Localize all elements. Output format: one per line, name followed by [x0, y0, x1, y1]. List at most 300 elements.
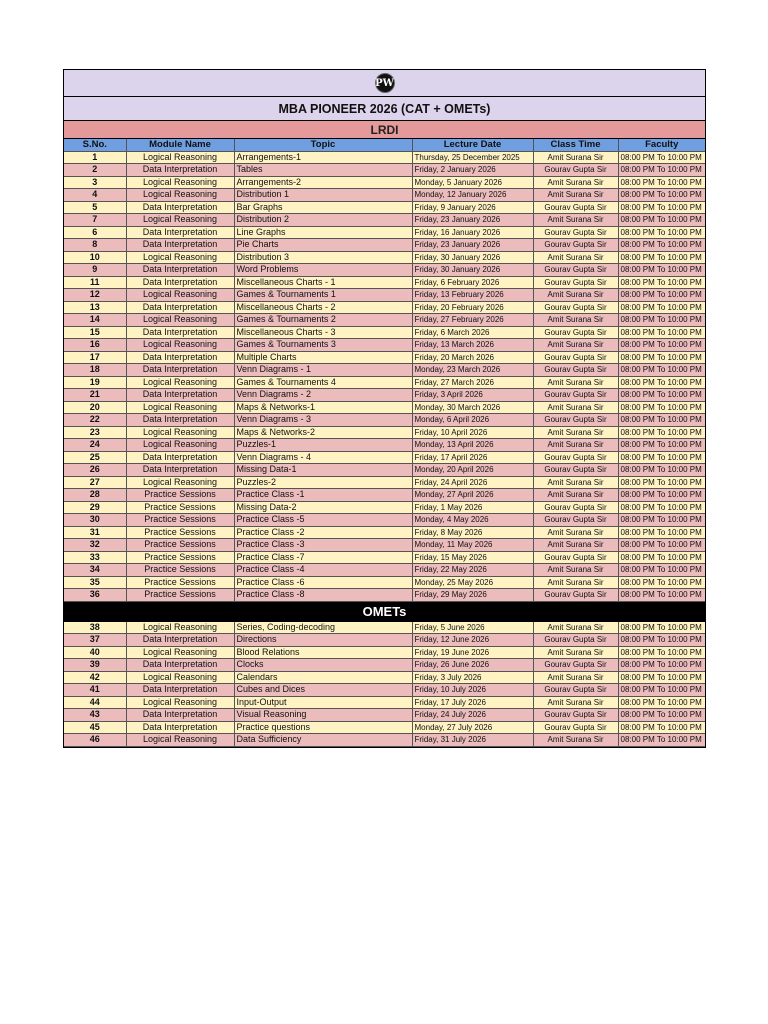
cell-lecture-date: Friday, 23 January 2026: [412, 214, 533, 227]
cell-class-time: Amit Surana Sir: [533, 489, 618, 502]
cell-faculty: 08:00 PM To 10:00 PM: [618, 351, 705, 364]
cell-module-name: Logical Reasoning: [126, 151, 234, 164]
cell-faculty: 08:00 PM To 10:00 PM: [618, 539, 705, 552]
cell-class-time: Gourav Gupta Sir: [533, 451, 618, 464]
cell-module-name: Logical Reasoning: [126, 376, 234, 389]
cell-lecture-date: Monday, 6 April 2026: [412, 414, 533, 427]
cell-faculty: 08:00 PM To 10:00 PM: [618, 276, 705, 289]
cell-faculty: 08:00 PM To 10:00 PM: [618, 622, 705, 634]
cell-lecture-date: Friday, 8 May 2026: [412, 526, 533, 539]
column-header-faculty: Faculty: [618, 139, 705, 151]
cell-topic: Distribution 2: [234, 214, 412, 227]
cell-lecture-date: Friday, 9 January 2026: [412, 201, 533, 214]
cell-module-name: Data Interpretation: [126, 684, 234, 697]
cell-topic: Practice Class -3: [234, 539, 412, 552]
cell-lecture-date: Monday, 12 January 2026: [412, 189, 533, 202]
cell-topic: Line Graphs: [234, 226, 412, 239]
cell-sno: 43: [64, 709, 126, 722]
table-row: [64, 539, 705, 552]
cell-sno: 42: [64, 671, 126, 684]
cell-module-name: Data Interpretation: [126, 226, 234, 239]
cell-sno: 35: [64, 576, 126, 589]
table-row: [64, 164, 705, 177]
cell-class-time: Amit Surana Sir: [533, 622, 618, 634]
cell-faculty: 08:00 PM To 10:00 PM: [618, 476, 705, 489]
cell-faculty: 08:00 PM To 10:00 PM: [618, 301, 705, 314]
cell-lecture-date: Friday, 16 January 2026: [412, 226, 533, 239]
cell-faculty: 08:00 PM To 10:00 PM: [618, 646, 705, 659]
table-row: [64, 589, 705, 602]
cell-faculty: 08:00 PM To 10:00 PM: [618, 526, 705, 539]
cell-sno: 33: [64, 551, 126, 564]
cell-topic: Venn Diagrams - 2: [234, 389, 412, 402]
cell-faculty: 08:00 PM To 10:00 PM: [618, 576, 705, 589]
cell-topic: Distribution 3: [234, 251, 412, 264]
cell-sno: 10: [64, 251, 126, 264]
cell-lecture-date: Friday, 13 March 2026: [412, 339, 533, 352]
cell-topic: Arrangements-1: [234, 151, 412, 164]
cell-sno: 26: [64, 464, 126, 477]
cell-sno: 41: [64, 684, 126, 697]
table-row: [64, 351, 705, 364]
cell-module-name: Logical Reasoning: [126, 289, 234, 302]
cell-lecture-date: Thursday, 25 December 2025: [412, 151, 533, 164]
cell-sno: 15: [64, 326, 126, 339]
cell-topic: Puzzles-2: [234, 476, 412, 489]
cell-sno: 36: [64, 589, 126, 602]
cell-topic: Practice Class -7: [234, 551, 412, 564]
cell-topic: Venn Diagrams - 1: [234, 364, 412, 377]
cell-class-time: Amit Surana Sir: [533, 564, 618, 577]
cell-topic: Maps & Networks-1: [234, 401, 412, 414]
cell-class-time: Amit Surana Sir: [533, 176, 618, 189]
cell-lecture-date: Friday, 3 July 2026: [412, 671, 533, 684]
cell-sno: 34: [64, 564, 126, 577]
cell-sno: 12: [64, 289, 126, 302]
cell-topic: Pie Charts: [234, 239, 412, 252]
cell-class-time: Amit Surana Sir: [533, 401, 618, 414]
cell-sno: 17: [64, 351, 126, 364]
cell-sno: 8: [64, 239, 126, 252]
cell-topic: Data Sufficiency: [234, 734, 412, 747]
section-heading-omets: OMETs: [64, 602, 705, 622]
cell-faculty: 08:00 PM To 10:00 PM: [618, 214, 705, 227]
cell-lecture-date: Monday, 27 April 2026: [412, 489, 533, 502]
cell-class-time: Gourav Gupta Sir: [533, 326, 618, 339]
cell-class-time: Gourav Gupta Sir: [533, 464, 618, 477]
cell-topic: Series, Coding-decoding: [234, 622, 412, 634]
cell-module-name: Logical Reasoning: [126, 476, 234, 489]
cell-class-time: Amit Surana Sir: [533, 671, 618, 684]
cell-sno: 44: [64, 696, 126, 709]
schedule-sheet: [63, 69, 706, 748]
cell-faculty: 08:00 PM To 10:00 PM: [618, 164, 705, 177]
cell-class-time: Gourav Gupta Sir: [533, 501, 618, 514]
cell-lecture-date: Friday, 17 April 2026: [412, 451, 533, 464]
cell-faculty: 08:00 PM To 10:00 PM: [618, 734, 705, 747]
table-row: [64, 226, 705, 239]
table-row: [64, 176, 705, 189]
table-row: [64, 276, 705, 289]
cell-class-time: Gourav Gupta Sir: [533, 414, 618, 427]
cell-module-name: Data Interpretation: [126, 351, 234, 364]
cell-topic: Calendars: [234, 671, 412, 684]
cell-faculty: 08:00 PM To 10:00 PM: [618, 671, 705, 684]
cell-class-time: Gourav Gupta Sir: [533, 721, 618, 734]
cell-class-time: Amit Surana Sir: [533, 289, 618, 302]
cell-faculty: 08:00 PM To 10:00 PM: [618, 501, 705, 514]
cell-module-name: Logical Reasoning: [126, 176, 234, 189]
cell-sno: 40: [64, 646, 126, 659]
cell-lecture-date: Friday, 6 March 2026: [412, 326, 533, 339]
table-row: [64, 526, 705, 539]
table-row: [64, 464, 705, 477]
cell-class-time: Amit Surana Sir: [533, 314, 618, 327]
cell-class-time: Gourav Gupta Sir: [533, 709, 618, 722]
cell-module-name: Data Interpretation: [126, 464, 234, 477]
cell-lecture-date: Friday, 22 May 2026: [412, 564, 533, 577]
cell-topic: Practice Class -1: [234, 489, 412, 502]
cell-faculty: 08:00 PM To 10:00 PM: [618, 289, 705, 302]
cell-lecture-date: Friday, 6 February 2026: [412, 276, 533, 289]
cell-topic: Bar Graphs: [234, 201, 412, 214]
cell-module-name: Data Interpretation: [126, 389, 234, 402]
cell-module-name: Data Interpretation: [126, 364, 234, 377]
table-row: [64, 489, 705, 502]
cell-lecture-date: Friday, 1 May 2026: [412, 501, 533, 514]
cell-class-time: Gourav Gupta Sir: [533, 364, 618, 377]
cell-lecture-date: Friday, 2 January 2026: [412, 164, 533, 177]
cell-lecture-date: Monday, 20 April 2026: [412, 464, 533, 477]
cell-sno: 22: [64, 414, 126, 427]
cell-lecture-date: Friday, 20 March 2026: [412, 351, 533, 364]
cell-topic: Maps & Networks-2: [234, 426, 412, 439]
cell-faculty: 08:00 PM To 10:00 PM: [618, 709, 705, 722]
table-row: [64, 301, 705, 314]
cell-class-time: Amit Surana Sir: [533, 476, 618, 489]
cell-sno: 1: [64, 151, 126, 164]
cell-topic: Missing Data-1: [234, 464, 412, 477]
cell-faculty: 08:00 PM To 10:00 PM: [618, 189, 705, 202]
column-header-sno: S.No.: [64, 139, 126, 151]
cell-topic: Word Problems: [234, 264, 412, 277]
cell-sno: 21: [64, 389, 126, 402]
cell-topic: Multiple Charts: [234, 351, 412, 364]
cell-class-time: Gourav Gupta Sir: [533, 264, 618, 277]
cell-module-name: Practice Sessions: [126, 539, 234, 552]
cell-module-name: Data Interpretation: [126, 414, 234, 427]
cell-sno: 19: [64, 376, 126, 389]
cell-topic: Practice questions: [234, 721, 412, 734]
table-row: [64, 696, 705, 709]
cell-lecture-date: Friday, 3 April 2026: [412, 389, 533, 402]
cell-lecture-date: Friday, 15 May 2026: [412, 551, 533, 564]
cell-faculty: 08:00 PM To 10:00 PM: [618, 364, 705, 377]
cell-faculty: 08:00 PM To 10:00 PM: [618, 634, 705, 647]
cell-class-time: Amit Surana Sir: [533, 151, 618, 164]
cell-class-time: Gourav Gupta Sir: [533, 589, 618, 602]
cell-lecture-date: Friday, 13 February 2026: [412, 289, 533, 302]
cell-lecture-date: Friday, 19 June 2026: [412, 646, 533, 659]
table-row: [64, 439, 705, 452]
cell-module-name: Practice Sessions: [126, 526, 234, 539]
cell-topic: Blood Relations: [234, 646, 412, 659]
table-row: [64, 551, 705, 564]
cell-faculty: 08:00 PM To 10:00 PM: [618, 151, 705, 164]
cell-faculty: 08:00 PM To 10:00 PM: [618, 314, 705, 327]
table-row: [64, 734, 705, 747]
cell-sno: 16: [64, 339, 126, 352]
cell-class-time: Gourav Gupta Sir: [533, 276, 618, 289]
cell-class-time: Gourav Gupta Sir: [533, 659, 618, 672]
cell-lecture-date: Monday, 11 May 2026: [412, 539, 533, 552]
cell-module-name: Data Interpretation: [126, 326, 234, 339]
cell-faculty: 08:00 PM To 10:00 PM: [618, 514, 705, 527]
table-row: [64, 251, 705, 264]
cell-module-name: Logical Reasoning: [126, 339, 234, 352]
cell-faculty: 08:00 PM To 10:00 PM: [618, 226, 705, 239]
cell-module-name: Data Interpretation: [126, 709, 234, 722]
table-row: [64, 314, 705, 327]
cell-topic: Visual Reasoning: [234, 709, 412, 722]
cell-faculty: 08:00 PM To 10:00 PM: [618, 201, 705, 214]
cell-module-name: Logical Reasoning: [126, 646, 234, 659]
cell-topic: Arrangements-2: [234, 176, 412, 189]
table-row: [64, 684, 705, 697]
cell-module-name: Data Interpretation: [126, 659, 234, 672]
table-row: [64, 721, 705, 734]
cell-module-name: Logical Reasoning: [126, 426, 234, 439]
table-row: [64, 414, 705, 427]
cell-class-time: Gourav Gupta Sir: [533, 389, 618, 402]
column-header-date: Lecture Date: [412, 139, 533, 151]
cell-lecture-date: Friday, 23 January 2026: [412, 239, 533, 252]
table-row: [64, 622, 705, 634]
cell-lecture-date: Friday, 10 April 2026: [412, 426, 533, 439]
cell-lecture-date: Friday, 26 June 2026: [412, 659, 533, 672]
table-row: [64, 514, 705, 527]
cell-class-time: Gourav Gupta Sir: [533, 201, 618, 214]
cell-module-name: Data Interpretation: [126, 264, 234, 277]
table-row: [64, 646, 705, 659]
cell-faculty: 08:00 PM To 10:00 PM: [618, 589, 705, 602]
table-row: [64, 376, 705, 389]
cell-sno: 32: [64, 539, 126, 552]
cell-topic: Venn Diagrams - 4: [234, 451, 412, 464]
pw-logo-icon: PW: [375, 73, 395, 93]
column-header-class-time: Class Time: [533, 139, 618, 151]
cell-topic: Practice Class -5: [234, 514, 412, 527]
cell-faculty: 08:00 PM To 10:00 PM: [618, 376, 705, 389]
cell-class-time: Amit Surana Sir: [533, 339, 618, 352]
cell-topic: Puzzles-1: [234, 439, 412, 452]
cell-faculty: 08:00 PM To 10:00 PM: [618, 439, 705, 452]
cell-faculty: 08:00 PM To 10:00 PM: [618, 426, 705, 439]
cell-class-time: Gourav Gupta Sir: [533, 351, 618, 364]
cell-sno: 7: [64, 214, 126, 227]
cell-module-name: Practice Sessions: [126, 489, 234, 502]
cell-module-name: Practice Sessions: [126, 589, 234, 602]
cell-lecture-date: Friday, 24 July 2026: [412, 709, 533, 722]
cell-sno: 2: [64, 164, 126, 177]
cell-module-name: Data Interpretation: [126, 164, 234, 177]
table-row: [64, 151, 705, 164]
cell-sno: 9: [64, 264, 126, 277]
cell-lecture-date: Friday, 10 July 2026: [412, 684, 533, 697]
cell-module-name: Data Interpretation: [126, 239, 234, 252]
lrdi-table: [64, 139, 705, 602]
cell-lecture-date: Friday, 20 February 2026: [412, 301, 533, 314]
cell-class-time: Gourav Gupta Sir: [533, 301, 618, 314]
cell-sno: 46: [64, 734, 126, 747]
cell-sno: 14: [64, 314, 126, 327]
cell-topic: Practice Class -2: [234, 526, 412, 539]
cell-sno: 11: [64, 276, 126, 289]
cell-lecture-date: Friday, 24 April 2026: [412, 476, 533, 489]
cell-module-name: Data Interpretation: [126, 451, 234, 464]
table-row: [64, 476, 705, 489]
cell-module-name: Logical Reasoning: [126, 696, 234, 709]
cell-lecture-date: Monday, 4 May 2026: [412, 514, 533, 527]
cell-module-name: Data Interpretation: [126, 721, 234, 734]
cell-module-name: Logical Reasoning: [126, 251, 234, 264]
cell-module-name: Data Interpretation: [126, 201, 234, 214]
table-header-row: [64, 139, 705, 151]
cell-module-name: Logical Reasoning: [126, 439, 234, 452]
cell-lecture-date: Monday, 13 April 2026: [412, 439, 533, 452]
cell-class-time: Amit Surana Sir: [533, 526, 618, 539]
table-row: [64, 634, 705, 647]
cell-class-time: Amit Surana Sir: [533, 376, 618, 389]
table-row: [64, 671, 705, 684]
cell-topic: Distribution 1: [234, 189, 412, 202]
cell-topic: Clocks: [234, 659, 412, 672]
cell-module-name: Logical Reasoning: [126, 314, 234, 327]
cell-module-name: Logical Reasoning: [126, 622, 234, 634]
cell-sno: 5: [64, 201, 126, 214]
table-row: [64, 189, 705, 202]
cell-faculty: 08:00 PM To 10:00 PM: [618, 659, 705, 672]
cell-faculty: 08:00 PM To 10:00 PM: [618, 696, 705, 709]
cell-module-name: Data Interpretation: [126, 276, 234, 289]
cell-lecture-date: Monday, 25 May 2026: [412, 576, 533, 589]
cell-sno: 3: [64, 176, 126, 189]
cell-sno: 38: [64, 622, 126, 634]
table-row: [64, 451, 705, 464]
omets-table: [64, 622, 705, 747]
cell-class-time: Gourav Gupta Sir: [533, 684, 618, 697]
cell-module-name: Logical Reasoning: [126, 189, 234, 202]
column-header-topic: Topic: [234, 139, 412, 151]
cell-faculty: 08:00 PM To 10:00 PM: [618, 251, 705, 264]
table-row: [64, 709, 705, 722]
table-row: [64, 364, 705, 377]
page-title: MBA PIONEER 2026 (CAT + OMETs): [64, 97, 705, 121]
cell-faculty: 08:00 PM To 10:00 PM: [618, 464, 705, 477]
cell-topic: Games & Tournaments 1: [234, 289, 412, 302]
cell-sno: 18: [64, 364, 126, 377]
cell-class-time: Gourav Gupta Sir: [533, 634, 618, 647]
column-header-module: Module Name: [126, 139, 234, 151]
cell-faculty: 08:00 PM To 10:00 PM: [618, 489, 705, 502]
cell-sno: 31: [64, 526, 126, 539]
cell-sno: 29: [64, 501, 126, 514]
cell-lecture-date: Monday, 30 March 2026: [412, 401, 533, 414]
cell-sno: 39: [64, 659, 126, 672]
table-row: [64, 289, 705, 302]
cell-lecture-date: Monday, 23 March 2026: [412, 364, 533, 377]
cell-class-time: Amit Surana Sir: [533, 734, 618, 747]
cell-lecture-date: Friday, 27 March 2026: [412, 376, 533, 389]
cell-class-time: Amit Surana Sir: [533, 539, 618, 552]
cell-sno: 13: [64, 301, 126, 314]
table-row: [64, 389, 705, 402]
cell-lecture-date: Friday, 29 May 2026: [412, 589, 533, 602]
cell-class-time: Gourav Gupta Sir: [533, 551, 618, 564]
cell-faculty: 08:00 PM To 10:00 PM: [618, 684, 705, 697]
cell-module-name: Practice Sessions: [126, 551, 234, 564]
cell-class-time: Amit Surana Sir: [533, 214, 618, 227]
table-row: [64, 264, 705, 277]
table-row: [64, 501, 705, 514]
cell-faculty: 08:00 PM To 10:00 PM: [618, 239, 705, 252]
cell-topic: Missing Data-2: [234, 501, 412, 514]
cell-class-time: Gourav Gupta Sir: [533, 226, 618, 239]
table-row: [64, 576, 705, 589]
cell-topic: Directions: [234, 634, 412, 647]
cell-topic: Miscellaneous Charts - 3: [234, 326, 412, 339]
cell-faculty: 08:00 PM To 10:00 PM: [618, 551, 705, 564]
cell-sno: 24: [64, 439, 126, 452]
cell-sno: 28: [64, 489, 126, 502]
cell-lecture-date: Friday, 12 June 2026: [412, 634, 533, 647]
cell-topic: Input-Output: [234, 696, 412, 709]
cell-sno: 25: [64, 451, 126, 464]
cell-class-time: Amit Surana Sir: [533, 646, 618, 659]
cell-topic: Practice Class -4: [234, 564, 412, 577]
cell-class-time: Gourav Gupta Sir: [533, 514, 618, 527]
section-heading-lrdi: LRDI: [64, 121, 705, 139]
cell-topic: Games & Tournaments 3: [234, 339, 412, 352]
cell-module-name: Logical Reasoning: [126, 671, 234, 684]
cell-lecture-date: Friday, 17 July 2026: [412, 696, 533, 709]
table-row: [64, 401, 705, 414]
table-row: [64, 339, 705, 352]
cell-lecture-date: Friday, 5 June 2026: [412, 622, 533, 634]
table-row: [64, 214, 705, 227]
cell-class-time: Gourav Gupta Sir: [533, 164, 618, 177]
cell-module-name: Logical Reasoning: [126, 734, 234, 747]
cell-class-time: Amit Surana Sir: [533, 251, 618, 264]
cell-sno: 37: [64, 634, 126, 647]
cell-topic: Games & Tournaments 2: [234, 314, 412, 327]
cell-lecture-date: Friday, 31 July 2026: [412, 734, 533, 747]
cell-topic: Tables: [234, 164, 412, 177]
cell-module-name: Logical Reasoning: [126, 214, 234, 227]
cell-lecture-date: Friday, 30 January 2026: [412, 264, 533, 277]
cell-lecture-date: Friday, 27 February 2026: [412, 314, 533, 327]
cell-topic: Venn Diagrams - 3: [234, 414, 412, 427]
cell-sno: 30: [64, 514, 126, 527]
cell-module-name: Practice Sessions: [126, 501, 234, 514]
cell-class-time: Amit Surana Sir: [533, 696, 618, 709]
table-row: [64, 564, 705, 577]
cell-topic: Practice Class -6: [234, 576, 412, 589]
cell-sno: 23: [64, 426, 126, 439]
cell-sno: 6: [64, 226, 126, 239]
cell-module-name: Practice Sessions: [126, 514, 234, 527]
cell-faculty: 08:00 PM To 10:00 PM: [618, 721, 705, 734]
